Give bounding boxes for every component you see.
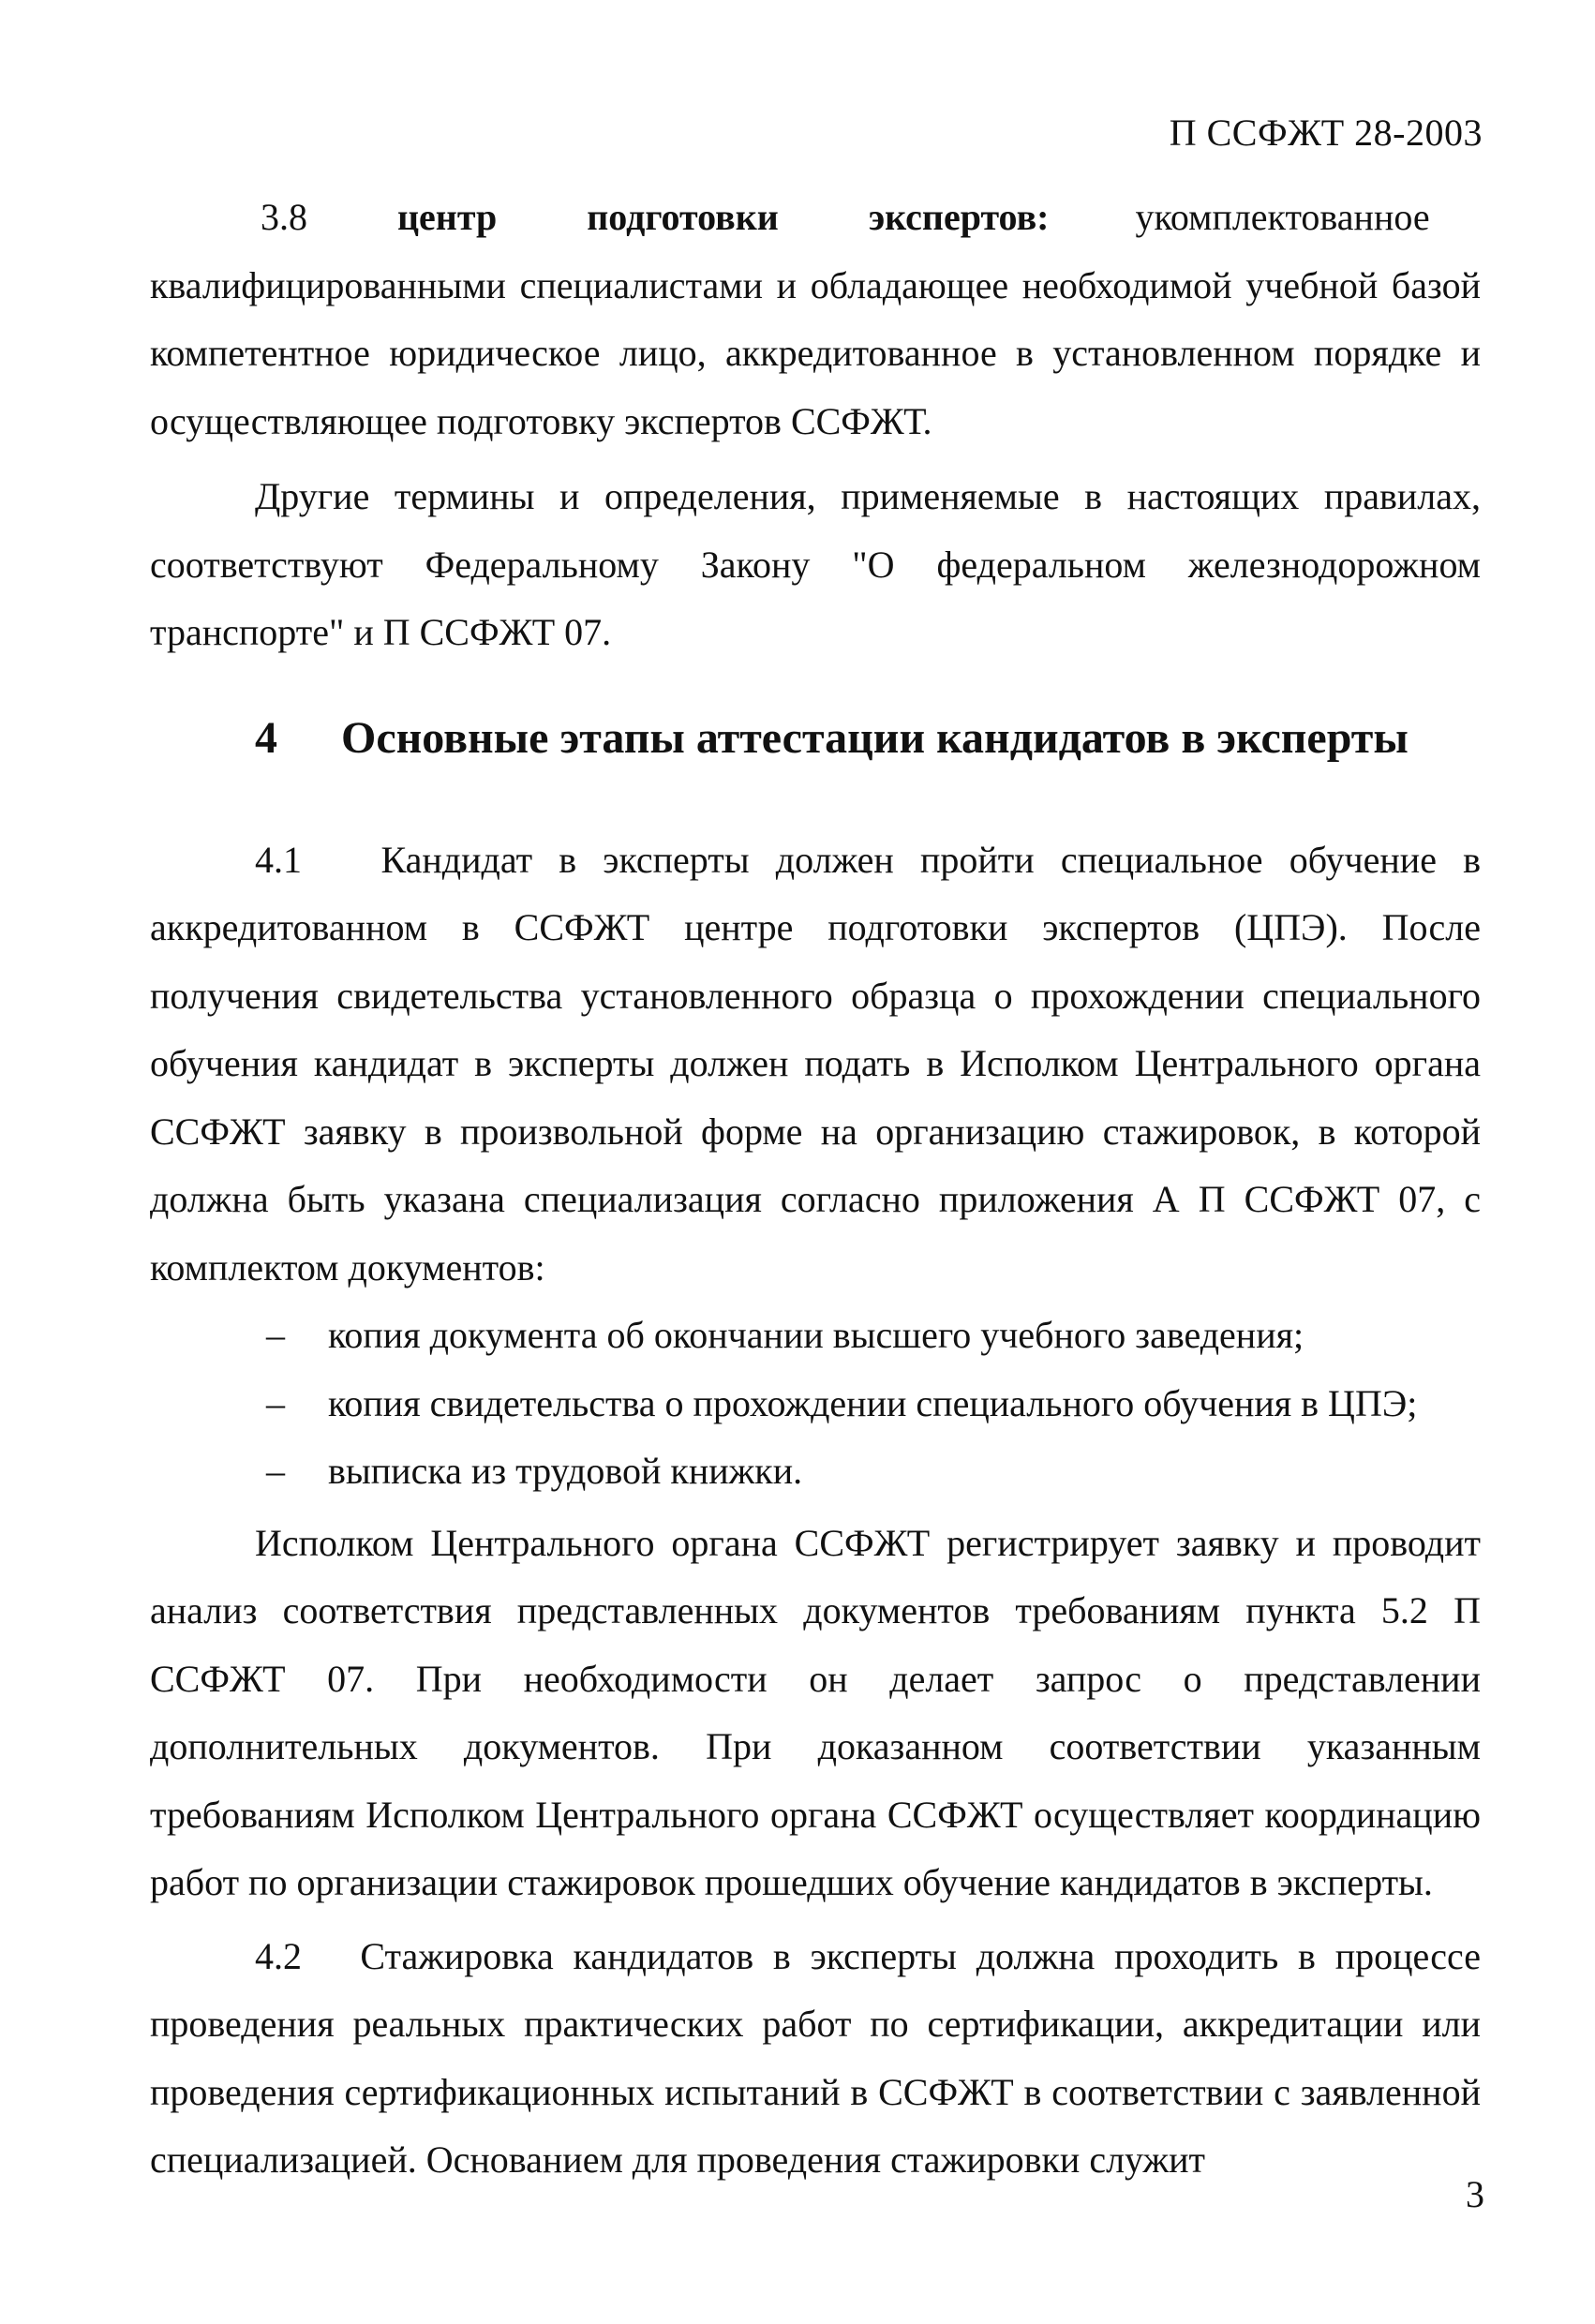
clause-3-8-number: 3.8 xyxy=(261,196,307,238)
other-terms-paragraph: Другие термины и определения, применяемые в настоящих правилах, соответствуют Федеральному Закону "О федеральном железнодорожном транспорте" и П ССФЖТ 07. xyxy=(150,475,1481,653)
list-dash: – xyxy=(266,1450,285,1492)
document-code: П ССФЖТ 28-2003 xyxy=(1169,112,1483,154)
term-word-2: подготовки xyxy=(587,196,779,238)
clause-3-8-definition: укомплектованное квалифицированными специалистами и обладающее необходимой учебной базой компетентное юридическое лицо, аккредитованное в установленном порядке и осуществляющее подготовку экспертов ССФЖТ. xyxy=(150,196,1481,442)
clause-4-2-text: Стажировка кандидатов в эксперты должна проходить в процессе проведения реальных практических работ по сертификации, аккредитации или проведения сертификационных испытаний в ССФЖТ в соответствии с заявленной специализацией. Основанием для проведения стажировки служит xyxy=(150,1934,1482,2181)
term-word-1: центр xyxy=(397,196,498,238)
clause-4-1-text: Кандидат в эксперты должен пройти специальное обучение в аккредитованном в ССФЖТ центре подготовки экспертов (ЦПЭ). После получения свидетельства установленного образца о прохождении специального обучения кандидат в эксперты должен подать в Исполком Центрального органа ССФЖТ заявку в произвольной форме на организацию стажировок, в которой должна быть указана специализация согласно приложения А П ССФЖТ 07, с комплектом документов: xyxy=(150,838,1481,1289)
list-item-text: выписка из трудовой книжки. xyxy=(328,1450,803,1492)
documents-list xyxy=(150,1302,1481,1506)
clause-4-2-number: 4.2 xyxy=(255,1934,302,1977)
list-item-text: копия документа об окончании высшего учебного заведения; xyxy=(328,1314,1304,1356)
list-dash: – xyxy=(266,1381,285,1424)
clause-4-1-follow-up: Исполком Центрального органа ССФЖТ регистрирует заявку и проводит анализ соответствия представленных документов требованиям пункта 5.2 П ССФЖТ 07. При необходимости он делает запрос о представлении дополнительных документов. При доказанном соответствии указанным требованиям Исполком Центрального органа ССФЖТ осуществляет координацию работ по организации стажировок прошедших обучение кандидатов в эксперты. xyxy=(150,1521,1481,1903)
list-dash: – xyxy=(266,1314,285,1356)
list-item-text: копия свидетельства о прохождении специального обучения в ЦПЭ; xyxy=(328,1381,1418,1424)
page-content xyxy=(150,184,1481,2195)
clause-4-1-number: 4.1 xyxy=(255,838,302,881)
clause-4-2 xyxy=(150,1923,1481,2195)
section-4-number: 4 xyxy=(255,712,277,763)
section-4-title: Основные этапы аттестации кандидатов в эксперты xyxy=(341,712,1409,763)
list-item xyxy=(150,1370,1481,1438)
section-4-heading xyxy=(150,705,1481,772)
list-item xyxy=(150,1438,1481,1506)
term-word-3: экспертов: xyxy=(868,196,1050,238)
clause-3-8 xyxy=(150,184,1481,455)
list-item xyxy=(150,1302,1481,1370)
clause-4-1 xyxy=(150,827,1481,1303)
page-number: 3 xyxy=(1466,2173,1484,2215)
